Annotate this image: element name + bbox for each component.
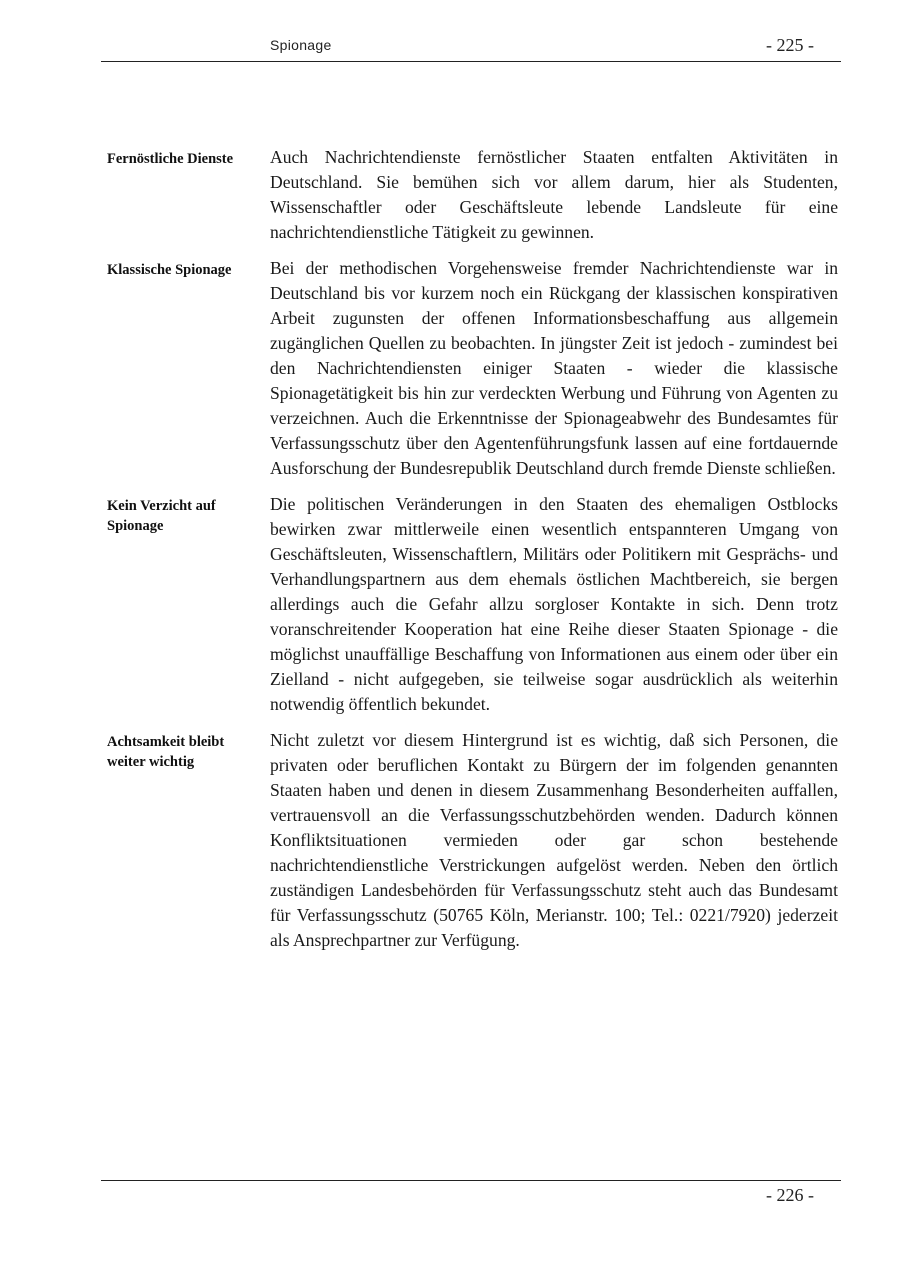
section-fernoestliche-dienste <box>107 145 838 245</box>
section-klassische-spionage <box>107 256 838 481</box>
margin-label: Klassische Spionage <box>107 262 232 278</box>
footer-rule <box>101 1180 841 1181</box>
margin-label: Fernöstliche Dienste <box>107 151 234 167</box>
section-paragraph: Bei der methodischen Vorgehensweise fremder Nachrichtendienste war in Deutschland bis vor kurzem noch ein Rückgang der klassischen konspirativen Arbeit zugunsten der offenen Informationsbeschaffung aus allgemein zugänglichen Quellen zu beobachten. In jüngster Zeit ist jedoch - zumindest bei den Nachrichtendiensten einiger Staaten - wieder die klassische Spionagetätigkeit bis hin zur verdeckten Werbung und Führung von Agenten zu verzeichnen. Auch die Erkenntnisse der Spionageabwehr des Bundesamtes für Verfassungsschutz über den Agentenführungsfunk lassen auf eine fortdauernde Ausforschung der Bundesrepublik Deutschland durch fremde Dienste schließen. <box>270 258 838 478</box>
running-header-title: Spionage <box>270 37 332 53</box>
section-paragraph: Auch Nachrichtendienste fernöstlicher Staaten entfalten Aktivitäten in Deutschland. Sie bemühen sich vor allem darum, hier als Studenten, Wissenschaftler oder Geschäftsleute lebende Landsleute für eine nachrichtendienstliche Tätigkeit zu gewinnen. <box>270 147 838 242</box>
section-achtsamkeit <box>107 728 838 953</box>
margin-label: Achtsamkeit bleibt weiter wichtig <box>107 734 225 770</box>
section-paragraph: Die politischen Veränderungen in den Staaten des ehemaligen Ostblocks bewirken zwar mittlerweile einen wesentlich entspannteren Umgang von Geschäftsleuten, Wissenschaftlern, Militärs oder Politikern mit Gesprächs- und Verhandlungspartnern aus dem ehemals östlichen Machtbereich, sie bergen allerdings auch die Gefahr allzu sorgloser Kontakte in sich. Denn trotz voranschreitender Kooperation hat eine Reihe dieser Staaten Spionage - die möglichst unauffällige Beschaffung von Informationen aus einem oder über ein Zielland - nicht aufgegeben, sie teilweise sogar ausdrücklich als weiterhin notwendig öffentlich bekundet. <box>270 494 838 714</box>
section-kein-verzicht <box>107 492 838 717</box>
header-page-number: - 225 - <box>766 35 814 55</box>
section-paragraph: Nicht zuletzt vor diesem Hintergrund ist es wichtig, daß sich Personen, die privaten oder beruflichen Kontakt zu Bürgern der im folgenden genannten Staaten haben und denen in diesem Zusammenhang Besonderheiten auffallen, vertrauensvoll an die Verfassungsschutzbehörden wenden. Dadurch können Konfliktsituationen vermieden oder gar schon bestehende nachrichtendienstliche Verstrickungen aufgelöst werden. Neben den örtlich zuständigen Landesbehörden für Verfassungsschutz steht auch das Bundesamt für Verfassungsschutz (50765 Köln, Merianstr. 100; Tel.: 0221/7920) jederzeit als Ansprechpartner zur Verfügung. <box>270 730 838 950</box>
page-body <box>107 145 838 964</box>
header-rule <box>101 61 841 62</box>
footer-page-number: - 226 - <box>766 1185 814 1205</box>
margin-label: Kein Verzicht auf Spionage <box>107 498 216 534</box>
